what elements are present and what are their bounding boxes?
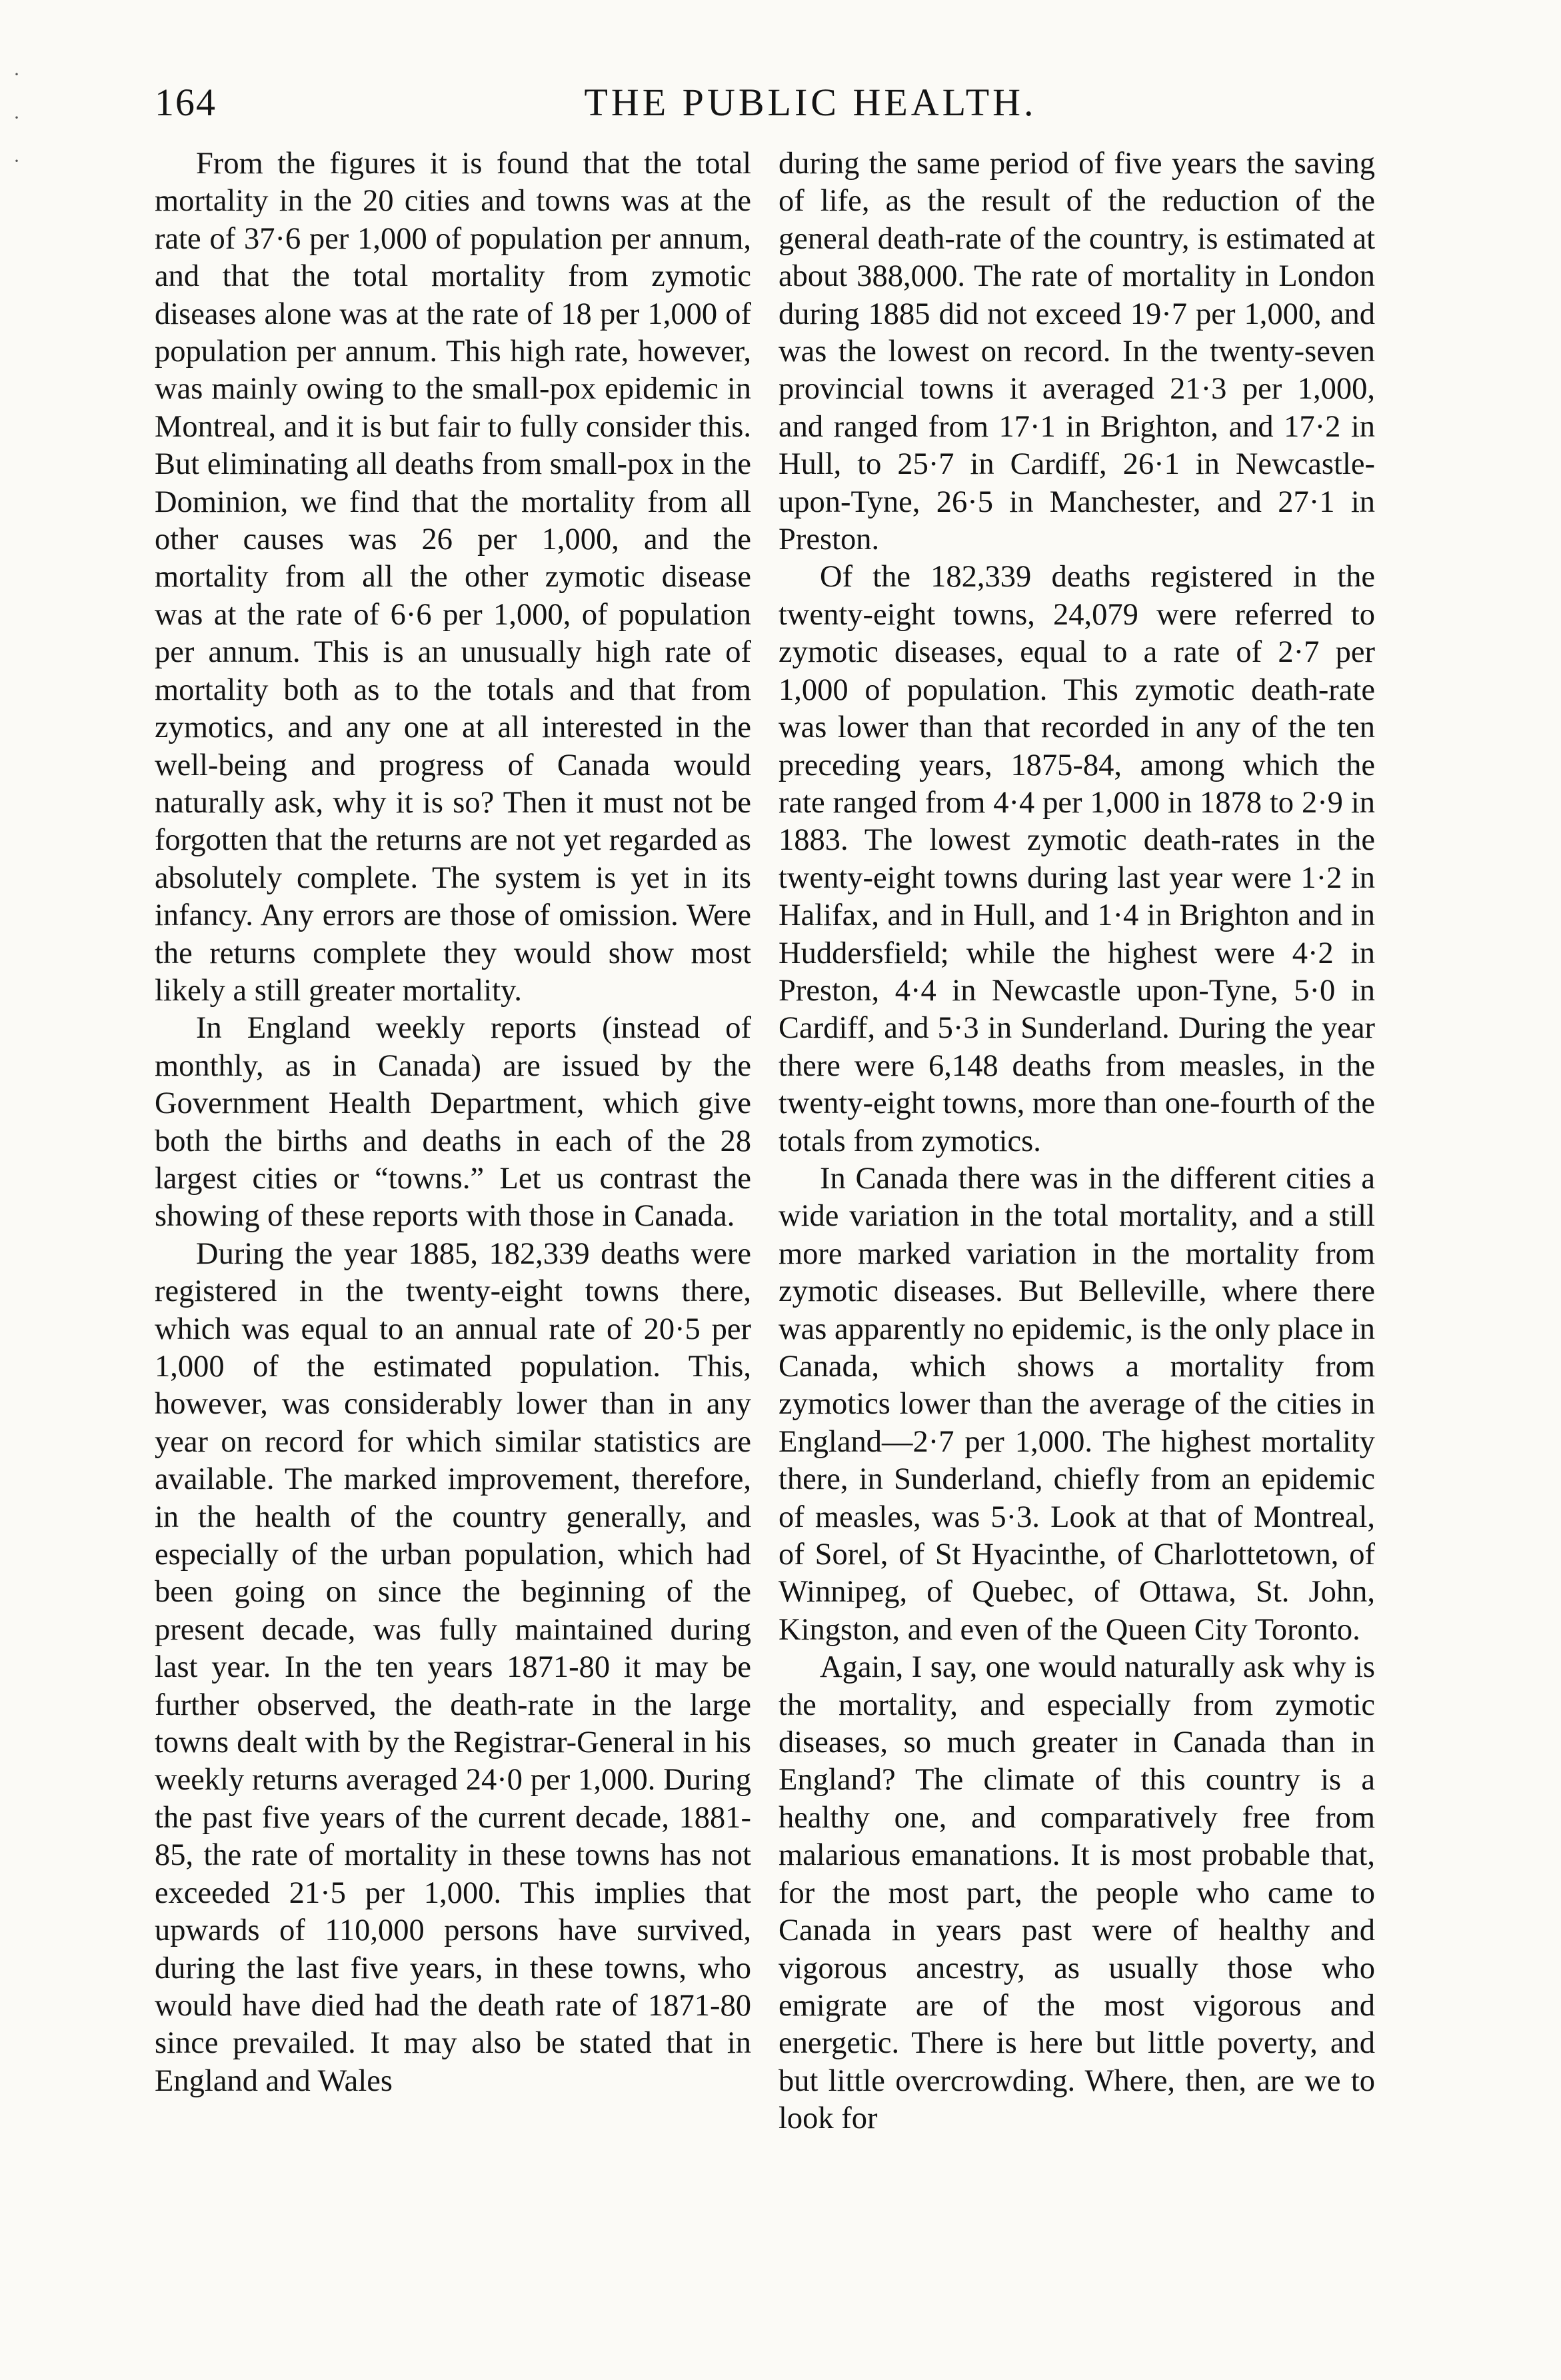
margin-speck: · bbox=[13, 150, 20, 172]
paragraph: Again, I say, one would naturally ask why is the mortality, and especially from zymotic diseases, so much greater in Canada than in England? The climate of this country is a healthy one, and comparatively free from malarious emanations. It is most probable that, for the most part, the people who came to Canada in years past were of healthy and vigorous ancestry, as usually those who emigrate are of the most vigorous and energetic. There is here but little poverty, and but little overcrowding. Where, then, are we to look for bbox=[779, 1650, 1375, 2136]
paragraph: Of the 182,339 deaths registered in the twenty-eight towns, 24,079 were referred to zymotic diseases, equal to a rate of 2·7 per 1,000 of population. This zymotic death-rate was lower than that recorded in any of the ten preceding years, 1875-84, among which the rate ranged from 4·4 per 1,000 in 1878 to 2·9 in 1883. The lowest zymotic death-rates in the twenty-eight towns during last year were 1·2 in Halifax, and in Hull, and 1·4 in Brighton and in Huddersfield; while the highest were 4·2 in Preston, 4·4 in Newcastle upon-Tyne, 5·0 in Cardiff, and 5·3 in Sunderland. During the year there were 6,148 deaths from measles, in the twenty-eight towns, more than one-fourth of the totals from zymotics. bbox=[779, 560, 1375, 1158]
margin-speck: · bbox=[13, 107, 20, 129]
paragraph: From the figures it is found that the total mortality in the 20 cities and towns was at the rate of 37·6 per 1,000 of population per annum, and that the total mortality from zymotic diseases alone was at the rate of 18 per 1,000 of population per annum. This high rate, however, was mainly owing to the small-pox epidemic in Montreal, and it is but fair to fully consider this. But eliminating all deaths from small-pox in the Dominion, we find that the mortality from all other causes was 26 per 1,000, and the mortality from all the other zymotic disease was at the rate of 6·6 per 1,000, of population per annum. This is an unusually high rate of mortality both as to the totals and that from zymotics, and any one at all interested in the well-being and progress of Canada would naturally ask, why it is so? Then it must not be forgotten that the returns are not yet regarded as absolutely complete. The system is yet in its infancy. Any errors are those of omission. Were the returns complete they would show most likely a still greater mortality. bbox=[155, 147, 751, 1008]
paragraph-continued: during the same period of five years the saving of life, as the result of the reduction of the general death-rate of the country, is estimated at about 388,000. The rate of mortality in London during 1885 did not exceed 19·7 per 1,000, and was the lowest on record. In the twenty-seven provincial towns it averaged 21·3 per 1,000, and ranged from 17·1 in Brighton, and 17·2 in Hull, to 25·7 in Cardiff, 26·1 in Newcastle-upon-Tyne, 26·5 in Manchester, and 27·1 in Preston. bbox=[779, 147, 1375, 557]
page-number: 164 bbox=[155, 81, 217, 124]
paragraph: In Canada there was in the different cities a wide variation in the total mortality, and a still more marked variation in the mortality from zymotic diseases. But Belleville, where there was apparently no epidemic, is the only place in Canada, which shows a mortality from zymotics lower than the average of the cities in England—2·7 per 1,000. The highest mortality there, in Sunderland, chiefly from an epidemic of measles, was 5·3. Look at that of Montreal, of Sorel, of St Hyacinthe, of Charlottetown, of Winnipeg, of Quebec, of Ottawa, St. John, Kingston, and even of the Queen City Toronto. bbox=[779, 1161, 1375, 1647]
paragraph: During the year 1885, 182,339 deaths were registered in the twenty-eight towns there, which was equal to an annual rate of 20·5 per 1,000 of the estimated population. This, however, was considerably lower than in any year on record for which similar statistics are available. The marked improvement, therefore, in the health of the country generally, and especially of the urban population, which had been going on since the beginning of the present decade, was fully maintained during last year. In the ten years 1871-80 it may be further observed, the death-rate in the large towns dealt with by the Registrar-General in his weekly returns averaged 24·0 per 1,000. During the past five years of the current decade, 1881-85, the rate of mortality in these towns has not exceeded 21·5 per 1,000. This implies that upwards of 110,000 persons have survived, during the last five years, in these towns, who would have died had the death rate of 1871-80 since prevailed. It may also be stated that in England and Wales bbox=[155, 1236, 751, 2098]
margin-speck: · bbox=[13, 63, 20, 85]
running-title: THE PUBLIC HEALTH. bbox=[584, 81, 1037, 124]
left-column bbox=[155, 145, 751, 2100]
paragraph: In England weekly reports (instead of monthly, as in Canada) are issued by the Government Health Department, which give both the births and deaths in each of the 28 largest cities or “towns.” Let us contrast the showing of these reports with those in Canada. bbox=[155, 1011, 751, 1234]
right-column bbox=[779, 145, 1375, 2138]
